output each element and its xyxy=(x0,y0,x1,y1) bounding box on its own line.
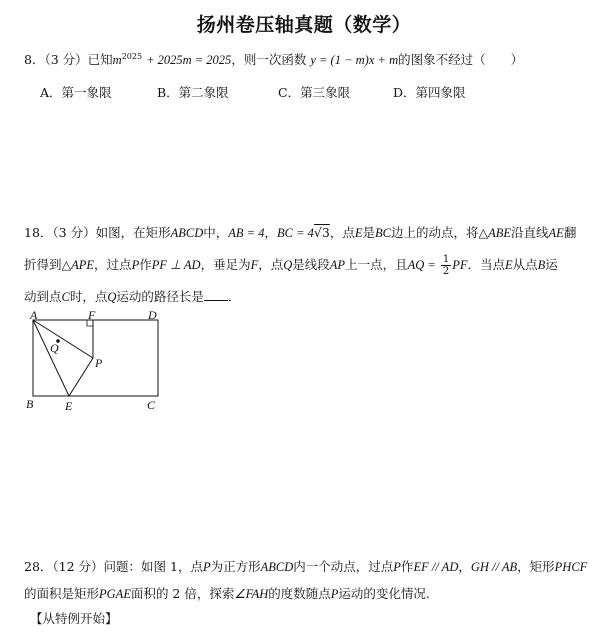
sqrt-symbol: √ xyxy=(313,225,322,240)
q28-text: 的面积是矩形 xyxy=(24,586,100,601)
q18-math: BC xyxy=(375,226,391,240)
q28-math: PHCF xyxy=(554,560,588,574)
label-q: Q xyxy=(50,341,59,355)
q18-text: 是线段 xyxy=(292,257,330,272)
fraction-numerator: 1 xyxy=(442,254,450,265)
q28-text: 内一个动点，过点 xyxy=(293,559,394,574)
q18-text: ，垂足为 xyxy=(200,257,251,272)
q18-text: ． xyxy=(227,289,241,304)
q18-text: 运 xyxy=(545,257,558,272)
q8-option-c[interactable]: C．第三象限 xyxy=(278,85,351,100)
q18-math: AQ = xyxy=(407,258,436,272)
q18-text: 沿直线 xyxy=(511,225,549,240)
q18-math: B xyxy=(537,258,546,272)
q28-text: 28．（12 分）问题：如图 1，点 xyxy=(24,559,203,574)
q28-math: ABCD xyxy=(260,560,294,574)
question-28-line-1 xyxy=(24,557,587,575)
label-e: E xyxy=(65,399,73,413)
label-d: D xyxy=(148,308,157,322)
q8-option-d[interactable]: D．第四象限 xyxy=(393,85,466,100)
q18-math: PF ⊥ AD xyxy=(151,258,201,272)
question-8 xyxy=(24,50,523,68)
q18-text: ，过点 xyxy=(94,257,132,272)
fraction-denominator: 2 xyxy=(442,266,450,277)
label-b: B xyxy=(26,397,34,411)
q28-math: GH // AB xyxy=(470,560,518,574)
q18-math: P xyxy=(131,258,140,272)
q28-text: 为正方形 xyxy=(210,559,261,574)
q18-text: 折得到△ xyxy=(24,257,72,272)
q28-text: 的度数随点 xyxy=(268,586,331,601)
section-heading: 【从特例开始】 xyxy=(30,611,118,626)
q8-math: m xyxy=(112,53,122,67)
page-title: 扬州卷压轴真题（数学） xyxy=(196,14,412,36)
q18-math: ABE xyxy=(488,226,512,240)
q18-text: 翻 xyxy=(563,225,577,240)
q8-text: ，则一次函数 xyxy=(231,52,307,67)
question-18-line-3 xyxy=(24,287,240,305)
q28-math: P xyxy=(393,560,401,574)
q18-text: ．当点 xyxy=(467,257,505,272)
fraction-one-half xyxy=(441,254,451,277)
q28-math: P xyxy=(330,587,339,601)
q8-score: （3 分） xyxy=(44,52,88,67)
q18-math: E xyxy=(504,258,513,272)
q18-text: 中， xyxy=(203,225,229,240)
q18-text: 上一点，且 xyxy=(345,257,408,272)
q18-text: 动到点 xyxy=(24,289,62,304)
q8-number: 8． xyxy=(24,52,45,67)
q28-text: 面积的 2 倍，探索 xyxy=(130,586,235,601)
q18-text: ，点 xyxy=(329,225,355,240)
q18-math: APE xyxy=(71,258,95,272)
q28-math: ∠FAH xyxy=(234,587,269,601)
q18-math: C xyxy=(61,290,70,304)
q18-math: 3 xyxy=(321,225,330,240)
q18-math: Q xyxy=(107,290,117,304)
question-18-line-1 xyxy=(24,223,576,241)
q18-math: F xyxy=(250,258,259,272)
label-a: A xyxy=(30,308,38,322)
q18-text: 边上的动点，将△ xyxy=(390,225,489,240)
segment-pe xyxy=(69,358,93,396)
q18-math: AE xyxy=(548,226,564,240)
q8-function: y = (1 − m)x + m xyxy=(310,53,399,67)
q28-math: PGAE xyxy=(99,587,131,601)
q18-text: 从点 xyxy=(512,257,538,272)
q18-math: PF xyxy=(452,258,468,272)
q18-text: 是 xyxy=(362,225,375,240)
q28-math: EF // AD xyxy=(413,560,459,574)
q18-figure xyxy=(22,308,172,418)
q18-math: AB = 4 xyxy=(228,226,265,240)
q28-math: P xyxy=(202,560,211,574)
q18-text: 运动的路径长是 xyxy=(116,289,204,304)
q28-text: 作 xyxy=(400,559,414,574)
q18-math: AP xyxy=(329,258,346,272)
q18-text: ， xyxy=(264,225,277,240)
q28-text: ， xyxy=(458,559,471,574)
q8-exponent: 2025 xyxy=(121,51,143,61)
label-p: P xyxy=(95,356,103,370)
q8-text: 已知 xyxy=(87,52,113,67)
q28-text: ，矩形 xyxy=(517,559,555,574)
q18-math: BC = 4 xyxy=(276,226,314,240)
label-f: F xyxy=(88,308,96,322)
q28-text: 运动的变化情况. xyxy=(338,586,430,601)
q8-math: + 2025m = 2025 xyxy=(146,53,232,67)
answer-blank[interactable] xyxy=(204,288,228,301)
q8-option-a[interactable]: A．第一象限 xyxy=(40,85,112,100)
label-c: C xyxy=(147,398,156,412)
q18-text: 作 xyxy=(139,257,152,272)
q18-text: 时，点 xyxy=(69,289,108,304)
q18-text: 18．（3 分）如图，在矩形 xyxy=(24,225,171,240)
question-18-line-2 xyxy=(24,254,558,277)
q18-math: ABCD xyxy=(170,226,204,240)
q18-math: Q xyxy=(283,258,293,272)
q18-math: E xyxy=(354,226,363,240)
question-28-line-2 xyxy=(24,584,430,602)
q8-option-b[interactable]: B．第二象限 xyxy=(157,85,229,100)
q8-text: 的图象不经过（ ） xyxy=(398,52,524,67)
q18-text: ，点 xyxy=(258,257,284,272)
